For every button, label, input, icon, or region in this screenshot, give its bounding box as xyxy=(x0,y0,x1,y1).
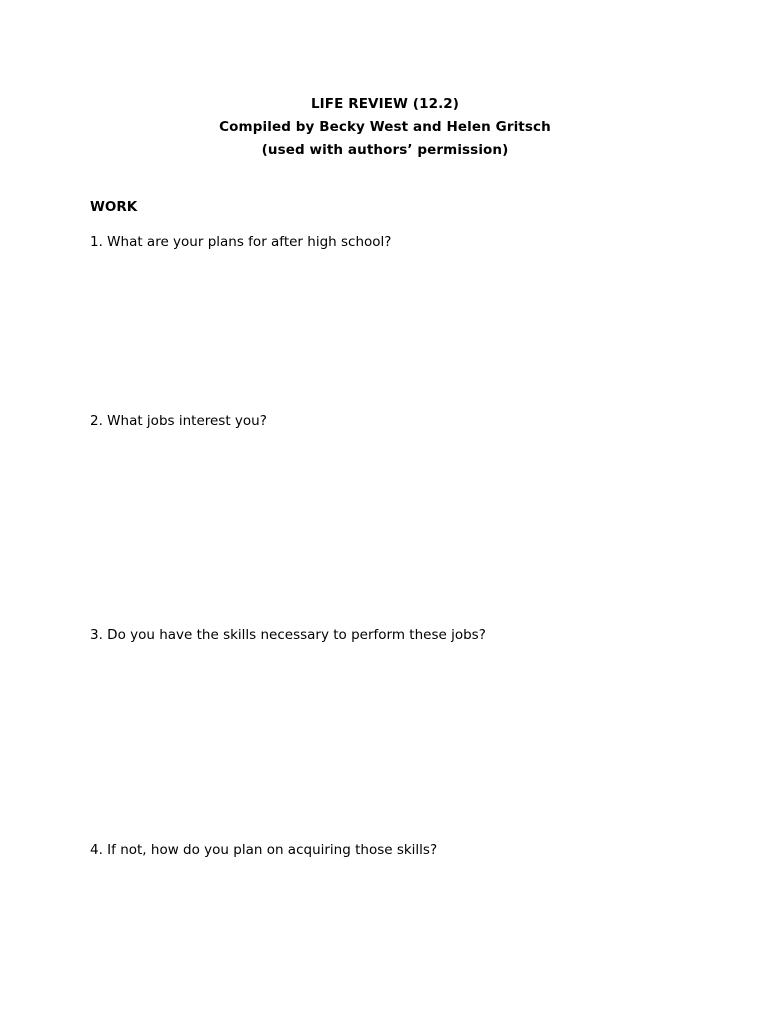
document-permission-note: (used with authors’ permission) xyxy=(261,142,509,158)
question-2: 2. What jobs interest you? xyxy=(90,413,267,429)
document-title: LIFE REVIEW (12.2) xyxy=(310,96,460,112)
question-3: 3. Do you have the skills necessary to perform these jobs? xyxy=(90,627,486,643)
question-4: 4. If not, how do you plan on acquiring those skills? xyxy=(90,842,438,858)
section-heading-work: WORK xyxy=(90,199,138,215)
document-authors: Compiled by Becky West and Helen Gritsch xyxy=(219,119,551,135)
document-header xyxy=(0,93,770,162)
question-1: 1. What are your plans for after high school? xyxy=(90,234,392,250)
